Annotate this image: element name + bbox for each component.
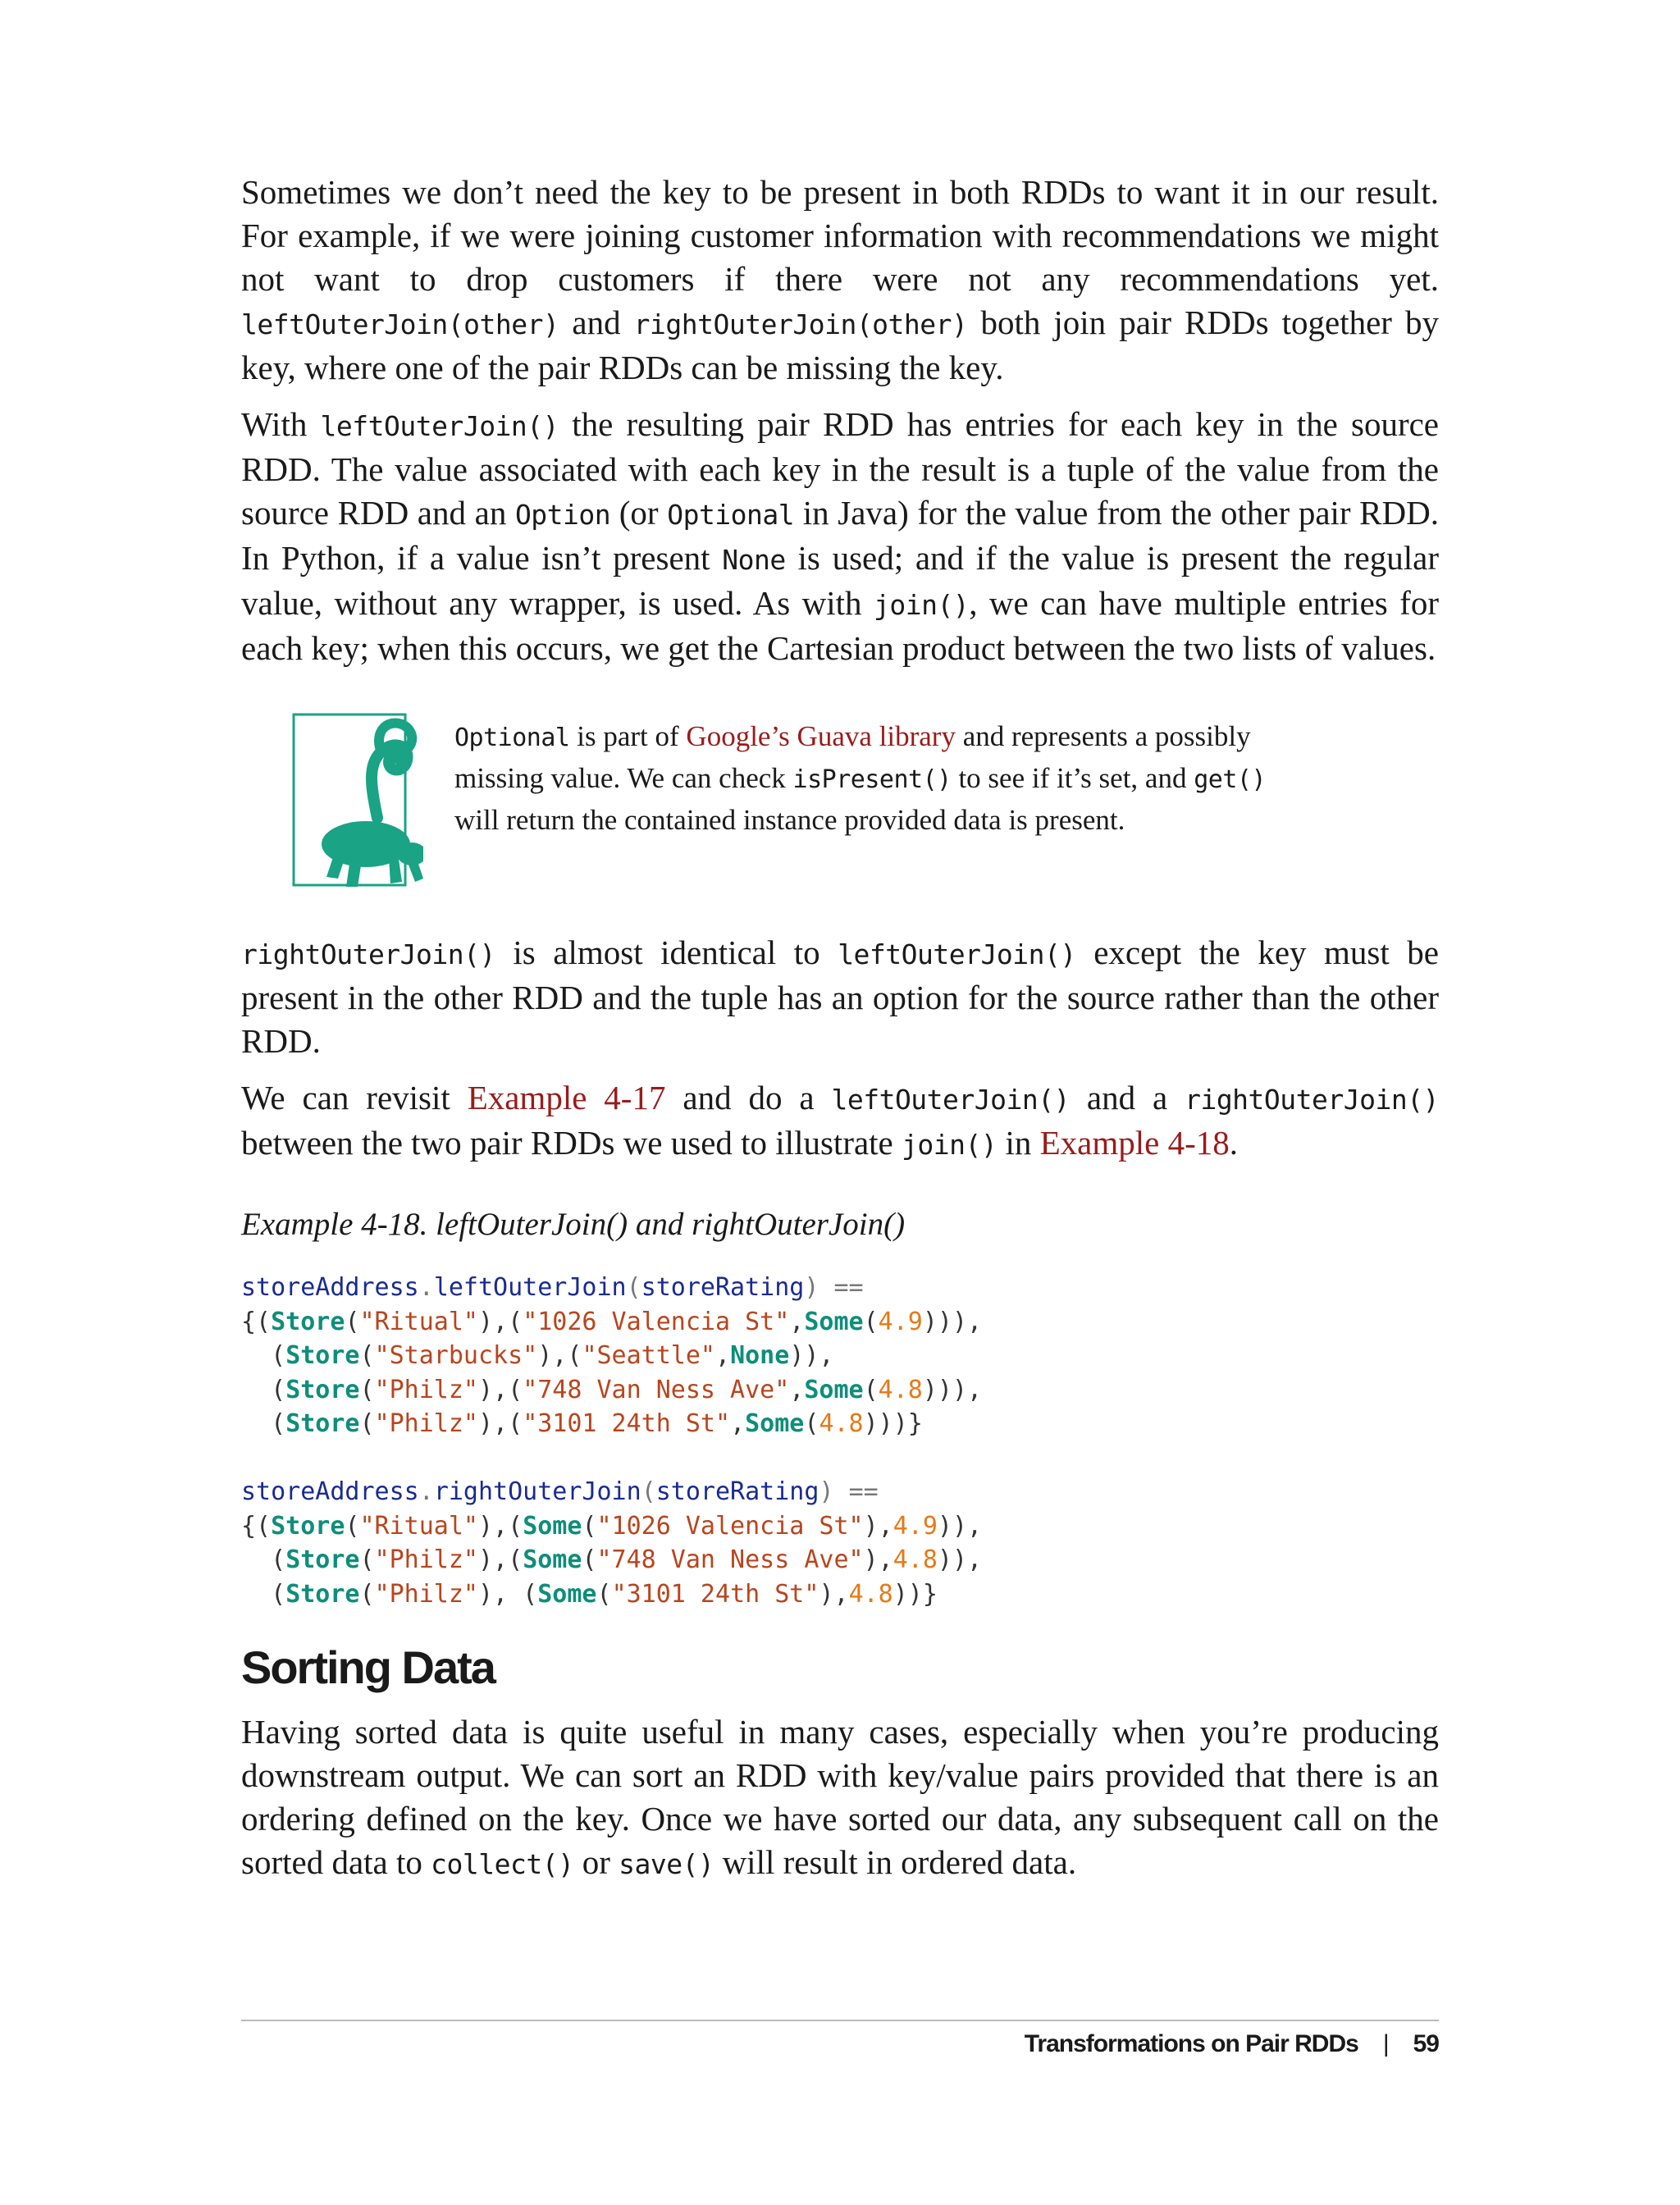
code-block: storeAddress.leftOuterJoin(storeRating) == {(Store("Ritual"),("1026 Valencia St",Some(4.9))), (Store("Starbucks"),("Seattle",None)), (Store("Philz"),("748 Van Ness Ave",Some(4.8))), (Store("Philz"),("3101 24th St",Some(4.8)))} storeAddress.rightOuterJoin(storeRating) == {(Store("Ritual"),(Some("1026 Valencia St"),4.9)), (Store("Philz"),(Some("748 Van Ness Ave"),4.8)), (Store("Philz"), (Some("3101 24th St"),4.8))}	[241, 1273, 983, 1609]
code-join: join()	[902, 1129, 998, 1161]
text: will result in ordered data.	[714, 1843, 1077, 1881]
code-optional: Optional	[454, 724, 570, 752]
text: except the key must be present in the other RDD and the tuple has an option for the source rather than the other RDD.	[241, 934, 1439, 1060]
text: and	[559, 304, 634, 341]
paragraph-outer-joins-intro	[241, 171, 1439, 390]
lemur-icon	[292, 713, 423, 892]
text: Having sorted data is quite useful in many cases, especially when you’re producing downstream output. We can sort an RDD with key/value pairs provided that there is an ordering defined on the key. Once we have sorted our data, any subsequent call on the sorted data to	[241, 1713, 1439, 1881]
text: in	[997, 1124, 1040, 1162]
code-token: .	[418, 1273, 434, 1302]
code-right-outer-join: rightOuterJoin()	[241, 938, 495, 970]
example-4-18-link[interactable]: Example 4-18	[1039, 1124, 1230, 1162]
text: Sometimes we don’t need the key to be present in both RDDs to want it in our result. For example, if we were joining customer information with recommendations we might not want to drop customers if there were not any recommendations yet.	[241, 173, 1439, 298]
code-save: save()	[619, 1848, 714, 1880]
guava-library-link[interactable]: Google’s Guava library	[686, 720, 956, 752]
code-token: 4.8	[892, 1545, 938, 1574]
text: We can revisit	[241, 1079, 468, 1116]
code-token: 4.8	[878, 1375, 923, 1404]
code-token: "Philz"	[374, 1375, 478, 1404]
code-token: Some	[523, 1545, 582, 1574]
code-token: "Ritual"	[359, 1307, 478, 1336]
code-token: Some	[523, 1511, 582, 1541]
section-heading: Sorting Data	[241, 1641, 495, 1693]
text: in Java) for the value from the other pair RDD. In Python, if a value isn’t present	[241, 494, 1439, 577]
code-token: Some	[804, 1375, 864, 1404]
code-token: Some	[537, 1579, 597, 1609]
code-token: "Seattle"	[582, 1341, 715, 1370]
page-number: 59	[1413, 2030, 1439, 2057]
paragraph-left-outer-join	[241, 403, 1439, 670]
code-left-outer-join: leftOuterJoin()	[838, 938, 1076, 970]
code-token: ==	[848, 1477, 879, 1506]
code-token: ==	[833, 1273, 864, 1302]
code-token: 4.8	[819, 1409, 864, 1438]
code-token: Store	[285, 1545, 360, 1574]
code-token: "3101 24th St"	[523, 1409, 731, 1438]
code-token: "1026 Valencia St"	[596, 1511, 864, 1541]
code-token: Some	[745, 1409, 805, 1438]
text: .	[1229, 1124, 1239, 1162]
code-token: Store	[285, 1375, 360, 1404]
text: is almost identical to	[495, 934, 838, 971]
example-4-17-link[interactable]: Example 4-17	[467, 1079, 666, 1116]
code-token: Store	[271, 1307, 345, 1336]
code-token: "748 Van Ness Ave"	[523, 1375, 790, 1404]
code-get: get()	[1194, 765, 1267, 794]
text: between the two pair RDDs we used to illustrate	[241, 1124, 902, 1162]
code-token: Some	[804, 1307, 864, 1336]
code-token: "Starbucks"	[374, 1341, 538, 1370]
code-left-outer-join-other: leftOuterJoin(other)	[241, 308, 559, 340]
code-option: Option	[514, 499, 611, 531]
code-token: .	[418, 1477, 434, 1506]
code-token: leftOuterJoin	[433, 1273, 627, 1302]
code-join: join()	[873, 589, 970, 621]
code-left-outer-join: leftOuterJoin()	[320, 410, 559, 442]
text: and a	[1069, 1079, 1185, 1116]
code-token: "1026 Valencia St"	[523, 1307, 790, 1336]
code-none: None	[722, 544, 786, 576]
code-token: "Philz"	[374, 1579, 478, 1609]
code-token: "Philz"	[374, 1545, 478, 1574]
code-optional: Optional	[667, 499, 795, 531]
code-token: 4.9	[878, 1307, 923, 1336]
text: With	[241, 405, 321, 443]
code-collect: collect()	[431, 1848, 574, 1880]
text: , we can have multiple entries for each key; when this occurs, we get the Cartesian product between the two lists of values.	[241, 584, 1439, 667]
code-right-outer-join: rightOuterJoin()	[1185, 1084, 1439, 1116]
code-token: Store	[271, 1511, 345, 1541]
code-right-outer-join-other: rightOuterJoin(other)	[633, 308, 968, 340]
paragraph-sorting-data	[241, 1710, 1439, 1886]
text: (or	[610, 494, 668, 532]
code-token: "Ritual"	[359, 1511, 478, 1541]
note-callout	[241, 701, 1439, 906]
text: to see if it’s set, and	[951, 762, 1194, 794]
code-token: 4.9	[892, 1511, 938, 1541]
code-token: storeRating	[655, 1477, 819, 1506]
code-token: Store	[285, 1341, 360, 1370]
code-token: "Philz"	[374, 1409, 478, 1438]
code-left-outer-join: leftOuterJoin()	[831, 1084, 1070, 1116]
text: both join pair RDDs together by key, where one of the pair RDDs can be missing the key.	[241, 304, 1439, 386]
text: is used; and if the value is present the regular value, without any wrapper, is used. As with	[241, 539, 1439, 622]
code-token: "3101 24th St"	[611, 1579, 819, 1609]
paragraph-revisit-example	[241, 1076, 1439, 1166]
example-caption: Example 4-18. leftOuterJoin() and rightOuterJoin()	[241, 1207, 906, 1242]
code-token: 4.8	[848, 1579, 893, 1609]
text: and do a	[665, 1079, 832, 1116]
text: the resulting pair RDD has entries for each key in the source RDD. The value associated with each key in the result is a tuple of the value from the source RDD and an	[241, 405, 1439, 532]
footer-separator: |	[1382, 2030, 1389, 2057]
paragraph-right-outer-join	[241, 931, 1439, 1063]
code-is-present: isPresent()	[792, 765, 952, 794]
text: is part of	[569, 720, 687, 752]
code-token: None	[730, 1341, 790, 1370]
code-token: storeRating	[641, 1273, 805, 1302]
code-token: Store	[285, 1579, 360, 1609]
code-token: Store	[285, 1409, 360, 1438]
text: and represents a possibly missing value. We can check	[454, 720, 1251, 794]
running-footer-title: Transformations on Pair RDDs	[1024, 2030, 1358, 2057]
page-content	[241, 171, 1439, 1899]
code-token: storeAddress	[241, 1477, 419, 1506]
text: will return the contained instance provided data is present.	[454, 804, 1125, 836]
code-token: "748 Van Ness Ave"	[596, 1545, 864, 1574]
code-token: rightOuterJoin	[433, 1477, 641, 1506]
footer-rule	[241, 2020, 1439, 2021]
note-text	[454, 716, 1308, 840]
page-footer	[1025, 2030, 1439, 2058]
code-token: storeAddress	[241, 1273, 419, 1302]
text: or	[573, 1843, 619, 1881]
